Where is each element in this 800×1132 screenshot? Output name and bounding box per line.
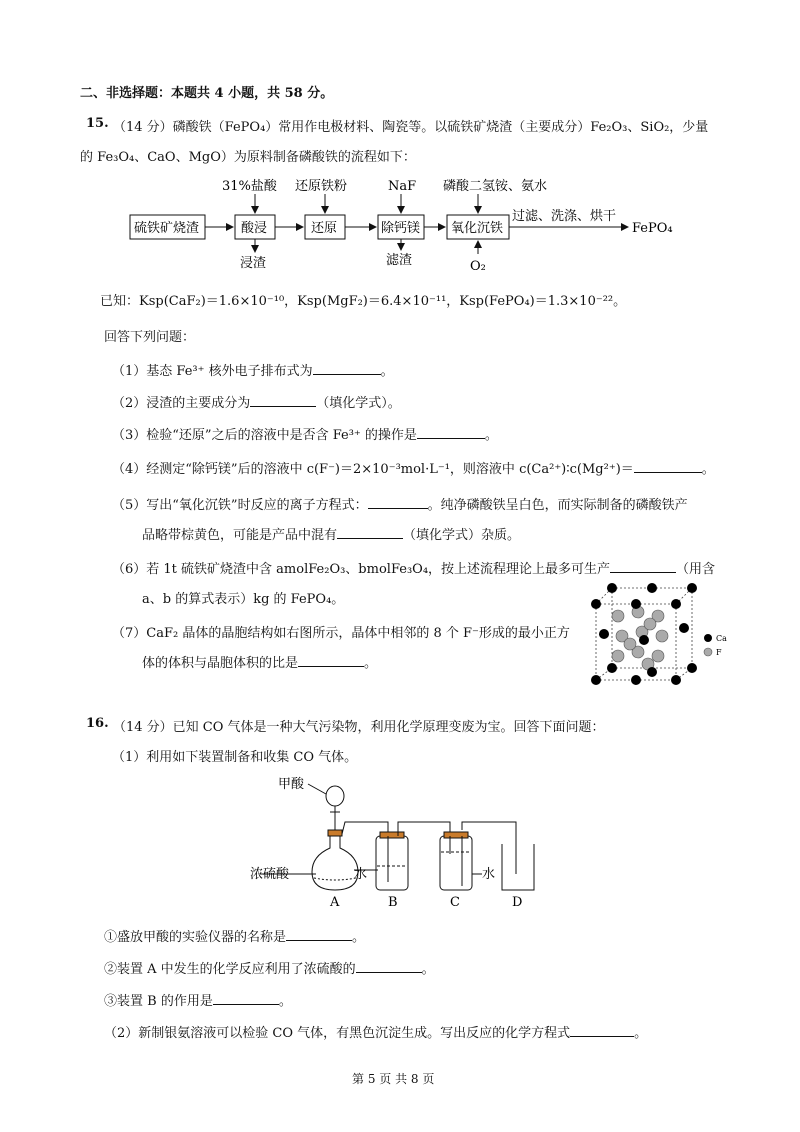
legend-ca-label: Ca <box>716 634 727 643</box>
reagent-naf: NaF <box>388 179 417 194</box>
q15-sub6-line1 <box>112 558 715 577</box>
q15-sub2-tail: （填化学式）。 <box>316 396 401 411</box>
oxidant-o2: O₂ <box>470 259 486 274</box>
letter-b: B <box>388 895 398 910</box>
q15-sub5-tail2: （填化学式）杂质。 <box>403 528 521 543</box>
period: 。 <box>278 994 292 1009</box>
byproduct-filter-residue: 滤渣 <box>386 253 413 268</box>
q15-sub2-text: （2）浸渣的主要成分为 <box>112 396 251 411</box>
q15-number: 15. <box>86 116 109 131</box>
q15-sub7-text: 体的体积与晶胞体积的比是 <box>142 656 299 671</box>
process-flow-diagram <box>120 170 710 280</box>
flow-box-remove-label: 除钙镁 <box>381 221 421 236</box>
answer-blank-16-3[interactable] <box>213 992 279 1005</box>
period: 。 <box>364 656 378 671</box>
section-header: 二、非选择题：本题共 4 小题，共 58 分。 <box>80 86 334 101</box>
label-formic-acid: 甲酸 <box>278 777 305 792</box>
flow-box-raw-label: 硫铁矿烧渣 <box>134 221 200 236</box>
period: 。 <box>421 962 435 977</box>
q15-sub5-line2 <box>142 524 520 543</box>
answer-blank-16-1[interactable] <box>286 928 352 941</box>
q15-sub4-text: （4）经测定“除钙镁”后的溶液中 c(F⁻)＝2×10⁻³mol·L⁻¹，则溶液中 c(Ca²⁺)∶c(Mg²⁺)＝ <box>112 462 634 477</box>
answer-blank-16-4[interactable] <box>570 1024 634 1037</box>
legend-ca-marker <box>704 634 712 642</box>
q16-sub1: （1）利用如下装置制备和收集 CO 气体。 <box>112 750 358 765</box>
q15-sub6-tail: （用含 <box>676 562 716 577</box>
q15-sub5-line1 <box>112 494 688 513</box>
q16-number: 16. <box>86 716 109 731</box>
flow-box-reduce-label: 还原 <box>311 221 338 236</box>
q15-sub7-line2 <box>142 652 377 671</box>
answer-blank-6[interactable] <box>610 560 676 573</box>
q15-sub6-text: （6）若 1t 硫铁矿烧渣中含 amolFe₂O₃、bmolFe₃O₄，按上述流程理论上最多可生产 <box>112 562 611 577</box>
q15-sub1 <box>112 360 394 379</box>
q15-intro-1: （14 分）磷酸铁（FePO₄）常用作电极材料、陶瓷等。以硫铁矿烧渣（主要成分）Fe₂O₃、SiO₂，少量 <box>113 120 709 135</box>
answer-blank-16-2[interactable] <box>356 960 422 973</box>
label-water-c: 水 <box>482 867 496 882</box>
period: 。 <box>484 428 498 443</box>
q15-sub7-line1: （7）CaF₂ 晶体的晶胞结构如右图所示，晶体中相邻的 8 个 F⁻形成的最小正方 <box>112 626 570 641</box>
prompt-line: 回答下列问题： <box>104 330 196 345</box>
q16-q3-text: ③装置 B 的作用是 <box>104 994 213 1009</box>
apparatus-figure <box>250 774 540 910</box>
letter-c: C <box>450 895 460 910</box>
answer-blank-4[interactable] <box>634 460 702 473</box>
period: 。 <box>352 930 366 945</box>
page-footer: 第 5 页 共 8 页 <box>352 1072 435 1086</box>
q15-sub4 <box>112 458 715 477</box>
letter-a: A <box>330 895 340 910</box>
final-step-label: 过滤、洗涤、烘干 <box>512 209 617 224</box>
q15-intro-2: 的 Fe₃O₄、CaO、MgO）为原料制备磷酸铁的流程如下： <box>80 150 416 165</box>
reagent-hcl: 31%盐酸 <box>222 179 277 194</box>
period: 。 <box>634 1026 648 1041</box>
q15-sub5-text2: 品略带棕黄色，可能是产品中混有 <box>142 528 338 543</box>
period: 。 <box>701 462 715 477</box>
letter-d: D <box>512 895 523 910</box>
byproduct-leach-residue: 浸渣 <box>240 256 267 271</box>
flow-box-oxidize-label: 氧化沉铁 <box>451 221 504 236</box>
q15-sub3 <box>112 424 498 443</box>
q16-q1-text: ①盛放甲酸的实验仪器的名称是 <box>104 930 287 945</box>
reagent-phosphate: 磷酸二氢铵、氨水 <box>443 179 548 194</box>
reagent-iron: 还原铁粉 <box>295 179 348 194</box>
q15-sub6-line2: a、b 的算式表示）kg 的 FePO₄。 <box>142 592 345 607</box>
q15-sub2 <box>112 392 401 411</box>
q16-intro: （14 分）已知 CO 气体是一种大气污染物，利用化学原理变废为宝。回答下面问题： <box>113 720 605 735</box>
label-conc-sulfuric: 浓硫酸 <box>250 867 290 882</box>
label-water-b: 水 <box>354 867 368 882</box>
answer-blank-7[interactable] <box>298 654 364 667</box>
period: 。 <box>380 364 394 379</box>
q15-sub3-text: （3）检验“还原”之后的溶液中是否含 Fe³⁺ 的操作是 <box>112 428 417 443</box>
q15-sub5-text: （5）写出“氧化沉铁”时反应的离子方程式： <box>112 498 368 513</box>
answer-blank-5b[interactable] <box>337 526 403 539</box>
q16-q1 <box>104 926 365 945</box>
answer-blank-2[interactable] <box>250 394 316 407</box>
answer-blank-5a[interactable] <box>368 496 428 509</box>
answer-blank-3[interactable] <box>417 426 485 439</box>
answer-blank-1[interactable] <box>313 362 381 375</box>
flow-box-leach-label: 酸浸 <box>241 221 268 236</box>
q16-sub2-text: （2）新制银氨溶液可以检验 CO 气体，有黑色沉淀生成。写出反应的化学方程式 <box>104 1026 571 1041</box>
q16-q2 <box>104 958 435 977</box>
q16-sub2 <box>104 1022 647 1041</box>
legend-f-marker <box>704 648 712 656</box>
q15-sub1-text: （1）基态 Fe³⁺ 核外电子排布式为 <box>112 364 313 379</box>
q15-sub5-tail: 。纯净磷酸铁呈白色，而实际制备的磷酸铁产 <box>427 498 688 513</box>
q16-q2-text: ②装置 A 中发生的化学反应利用了浓硫酸的 <box>104 962 356 977</box>
product-label: FePO₄ <box>632 221 673 236</box>
caf2-unit-cell-figure <box>582 580 732 692</box>
q16-q3 <box>104 990 292 1009</box>
ksp-line: 已知：Ksp(CaF₂)＝1.6×10⁻¹⁰，Ksp(MgF₂)＝6.4×10⁻¹¹，Ksp(FePO₄)＝1.3×10⁻²²。 <box>100 294 627 309</box>
legend-f-label: F <box>716 648 722 657</box>
